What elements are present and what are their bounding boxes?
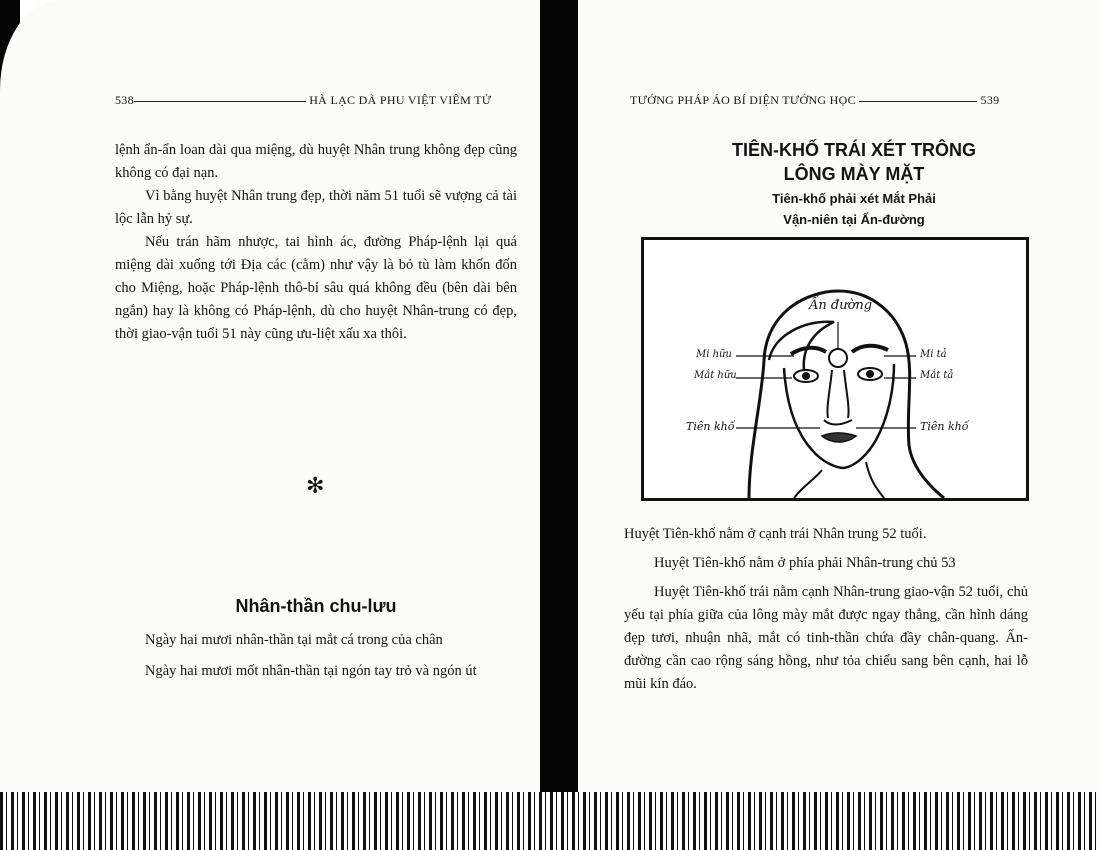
face-illustration <box>644 240 1026 498</box>
paragraph: Vì bằng huyệt Nhân trung đẹp, thời năm 51 tuổi sẽ vượng cả tài lộc lẫn hỷ sự. <box>115 188 517 227</box>
chapter-title-line1: TIÊN-KHỐ TRÁI XÉT TRÔNG <box>732 140 976 160</box>
right-pupil <box>802 372 810 380</box>
left-pupil <box>866 370 874 378</box>
ornament-asterisk: ✻ <box>306 474 325 499</box>
scan-edge-stripes <box>0 792 1100 850</box>
chapter-subtitle-line2: Vận-niên tại Ấn-đường <box>783 212 925 227</box>
left-body-text <box>115 139 517 346</box>
left-running-header <box>115 93 491 108</box>
left-section-text <box>115 628 517 684</box>
paragraph: Huyệt Tiên-khố trái nằm cạnh Nhân-trung giao-vận 52 tuổi, chủ yếu tại phía giữa của lông mày mắt được ngay thẳng, cần hình dáng đẹp tươi, nhuận nhã, mắt có tinh-thần chứa đầy chân-quang. Ấn-đường cần cao rộng sáng hồng, như tỏa chiếu sang bên cạnh, hai lỗ mũi kín đáo. <box>624 584 1028 692</box>
chapter-subtitle-line1: Tiên-khố phải xét Mắt Phải <box>772 191 936 206</box>
header-rule <box>134 101 306 102</box>
label-mat-huu: Mắt hữu <box>694 370 737 381</box>
header-rule <box>859 101 977 102</box>
paragraph: Ngày hai mươi nhân-thần tại mắt cá trong của chân <box>145 632 443 648</box>
label-mi-huu: Mi hữu <box>696 349 732 360</box>
paragraph: lệnh ẩn-ẩn loan dài qua miệng, dù huyệt Nhân trung không đẹp cũng không có đại nạn. <box>115 142 517 181</box>
right-running-head-text: TƯỚNG PHÁP ÁO BÍ DIỆN TƯỚNG HỌC <box>630 93 856 107</box>
right-page-number: 539 <box>980 93 1000 107</box>
face-diagram <box>641 237 1029 501</box>
mouth <box>822 433 856 442</box>
right-running-header <box>630 93 999 108</box>
paragraph: Ngày hai mươi mốt nhân-thần tại ngón tay trỏ và ngón út <box>145 663 477 679</box>
nose-left <box>827 370 832 418</box>
label-mat-ta: Mắt tả <box>920 370 954 381</box>
label-an-duong: Ấn đường <box>809 298 873 313</box>
label-mi-ta: Mi tả <box>920 349 947 360</box>
book-spine-gutter <box>538 0 580 792</box>
label-tien-kho-left: Tiên khố <box>686 420 735 433</box>
paragraph: Huyệt Tiên-khố nằm ở phía phải Nhân-trung chủ 53 <box>654 555 956 571</box>
section-title: Nhân-thần chu-lưu <box>235 596 397 616</box>
left-brow <box>852 346 888 352</box>
right-body-text <box>624 523 1028 696</box>
neck-right <box>866 462 884 498</box>
chapter-title-line2: LÔNG MÀY MẶT <box>783 164 925 184</box>
label-tien-kho-right: Tiên khố <box>920 420 969 433</box>
paragraph: Nếu trán hãm nhược, tai hình ác, đường Pháp-lệnh lại quá miệng dài xuống tới Địa các (cằm) như vậy là bỏ tù làm khốn đốn cho Miệng, hoặc Pháp-lệnh thô-bỉ sâu quá không đều (bên dài bên ngắn) hay là không có Pháp-lệnh, dù cho huyệt Nhân-trung có đẹp, thời giao-vận tuổi 51 này cũng ưu-liệt xấu xa thôi. <box>115 234 517 342</box>
neck-left <box>794 470 822 498</box>
nose-right <box>844 370 849 418</box>
left-running-head-text: HÀ LẠC DÃ PHU VIỆT VIÊM TỬ <box>309 93 492 107</box>
right-brow <box>791 348 826 354</box>
nose-base <box>824 420 852 425</box>
hair-part <box>769 322 834 370</box>
an-duong-mark <box>829 349 847 367</box>
paragraph: Huyệt Tiên-khố nằm ở cạnh trái Nhân trung 52 tuổi. <box>624 526 927 542</box>
left-page <box>0 0 540 792</box>
left-page-number: 538 <box>115 93 134 107</box>
